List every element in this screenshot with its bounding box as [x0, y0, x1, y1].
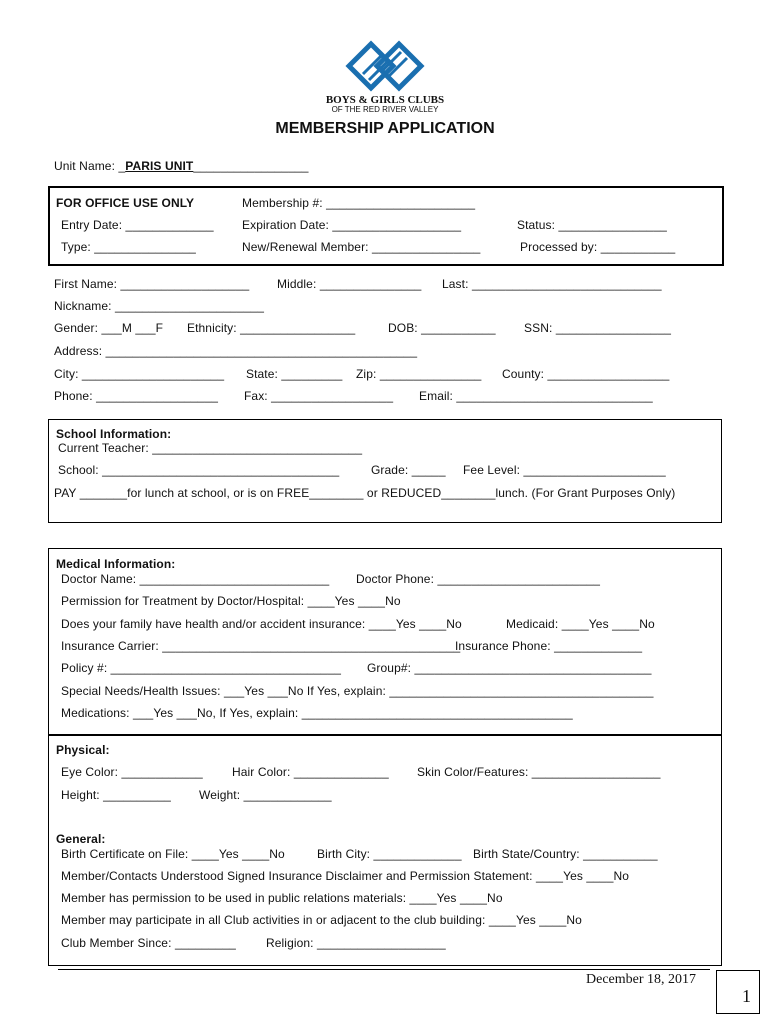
- birth-certificate-field[interactable]: Birth Certificate on File: ____Yes ____No: [61, 847, 285, 861]
- membership-number-field[interactable]: Membership #: ______________________: [242, 196, 476, 210]
- boys-girls-clubs-logo: [343, 36, 427, 94]
- lunch-pay-field[interactable]: PAY _______for lunch at school, or is on FREE________ or REDUCED________lunch. (For Grant Purposes Only): [54, 486, 676, 500]
- doctor-name-field[interactable]: Doctor Name: ____________________________: [61, 572, 330, 586]
- treatment-permission-field[interactable]: Permission for Treatment by Doctor/Hospital: ____Yes ____No: [61, 594, 401, 608]
- member-since-field[interactable]: Club Member Since: _________: [61, 936, 236, 950]
- birth-city-field[interactable]: Birth City: _____________: [317, 847, 462, 861]
- public-relations-field[interactable]: Member has permission to be used in public relations materials: ____Yes ____No: [61, 891, 503, 905]
- gender-field[interactable]: Gender: ___M ___F: [54, 321, 164, 335]
- state-field[interactable]: State: _________: [246, 367, 343, 381]
- birth-state-field[interactable]: Birth State/Country: ___________: [473, 847, 658, 861]
- ssn-field[interactable]: SSN: _________________: [524, 321, 671, 335]
- unit-name-blank: _________________: [193, 159, 309, 173]
- medical-heading: Medical Information:: [56, 557, 176, 571]
- page-number: 1: [716, 970, 760, 1014]
- school-field[interactable]: School: ___________________________________: [58, 463, 340, 477]
- email-field[interactable]: Email: _____________________________: [419, 389, 653, 403]
- insurance-phone-field[interactable]: Insurance Phone: _____________: [455, 639, 643, 653]
- religion-field[interactable]: Religion: ___________________: [266, 936, 446, 950]
- nickname-field[interactable]: Nickname: ______________________: [54, 299, 265, 313]
- dob-field[interactable]: DOB: ___________: [388, 321, 496, 335]
- group-number-field[interactable]: Group#: ___________________________________: [367, 661, 652, 675]
- special-needs-field[interactable]: Special Needs/Health Issues: ___Yes ___No If Yes, explain: _______________________________________: [61, 684, 654, 698]
- zip-field[interactable]: Zip: _______________: [356, 367, 482, 381]
- doctor-phone-field[interactable]: Doctor Phone: ________________________: [356, 572, 601, 586]
- unit-name-value: PARIS UNIT: [125, 159, 194, 173]
- unit-name-label: Unit Name: _: [54, 159, 126, 173]
- unit-name-field[interactable]: [54, 159, 309, 173]
- fax-field[interactable]: Fax: __________________: [244, 389, 394, 403]
- status-field[interactable]: Status: ________________: [517, 218, 667, 232]
- physical-heading: Physical:: [56, 743, 110, 757]
- skin-color-field[interactable]: Skin Color/Features: ___________________: [417, 765, 661, 779]
- footer-date: December 18, 2017: [586, 972, 697, 987]
- office-heading: FOR OFFICE USE ONLY: [56, 196, 195, 210]
- first-name-field[interactable]: First Name: ___________________: [54, 277, 250, 291]
- school-heading: School Information:: [56, 427, 172, 441]
- city-field[interactable]: City: _____________________: [54, 367, 225, 381]
- insurance-carrier-field[interactable]: Insurance Carrier: ____________________________________________: [61, 639, 461, 653]
- hair-color-field[interactable]: Hair Color: ______________: [232, 765, 389, 779]
- county-field[interactable]: County: __________________: [502, 367, 670, 381]
- policy-number-field[interactable]: Policy #: __________________________________: [61, 661, 341, 675]
- current-teacher-field[interactable]: Current Teacher: _______________________________: [58, 441, 363, 455]
- medicaid-field[interactable]: Medicaid: ____Yes ____No: [506, 617, 655, 631]
- middle-name-field[interactable]: Middle: _______________: [277, 277, 422, 291]
- logo-line1: BOYS & GIRLS CLUBS: [325, 94, 445, 106]
- entry-date-field[interactable]: Entry Date: _____________: [61, 218, 214, 232]
- grade-field[interactable]: Grade: _____: [371, 463, 446, 477]
- footer-rule: [58, 969, 710, 970]
- type-field[interactable]: Type: _______________: [61, 240, 196, 254]
- fee-level-field[interactable]: Fee Level: _____________________: [463, 463, 666, 477]
- address-field[interactable]: Address: ______________________________________________: [54, 344, 418, 358]
- new-renewal-field[interactable]: New/Renewal Member: ________________: [242, 240, 481, 254]
- medications-field[interactable]: Medications: ___Yes ___No, If Yes, explain: ________________________________________: [61, 706, 573, 720]
- page-title: MEMBERSHIP APPLICATION: [275, 120, 495, 137]
- processed-by-field[interactable]: Processed by: ___________: [520, 240, 676, 254]
- height-field[interactable]: Height: __________: [61, 788, 171, 802]
- insurance-question-field[interactable]: Does your family have health and/or accident insurance: ____Yes ____No: [61, 617, 462, 631]
- eye-color-field[interactable]: Eye Color: ____________: [61, 765, 203, 779]
- ethnicity-field[interactable]: Ethnicity: _________________: [187, 321, 356, 335]
- weight-field[interactable]: Weight: _____________: [199, 788, 332, 802]
- last-name-field[interactable]: Last: ____________________________: [442, 277, 662, 291]
- phone-field[interactable]: Phone: __________________: [54, 389, 218, 403]
- club-activities-field[interactable]: Member may participate in all Club activities in or adjacent to the club building: ____Yes ____No: [61, 913, 582, 927]
- general-heading: General:: [56, 832, 106, 846]
- logo-line2: OF THE RED RIVER VALLEY: [331, 105, 439, 114]
- expiration-date-field[interactable]: Expiration Date: ___________________: [242, 218, 462, 232]
- disclaimer-field[interactable]: Member/Contacts Understood Signed Insurance Disclaimer and Permission Statement: ____Yes ____No: [61, 869, 630, 883]
